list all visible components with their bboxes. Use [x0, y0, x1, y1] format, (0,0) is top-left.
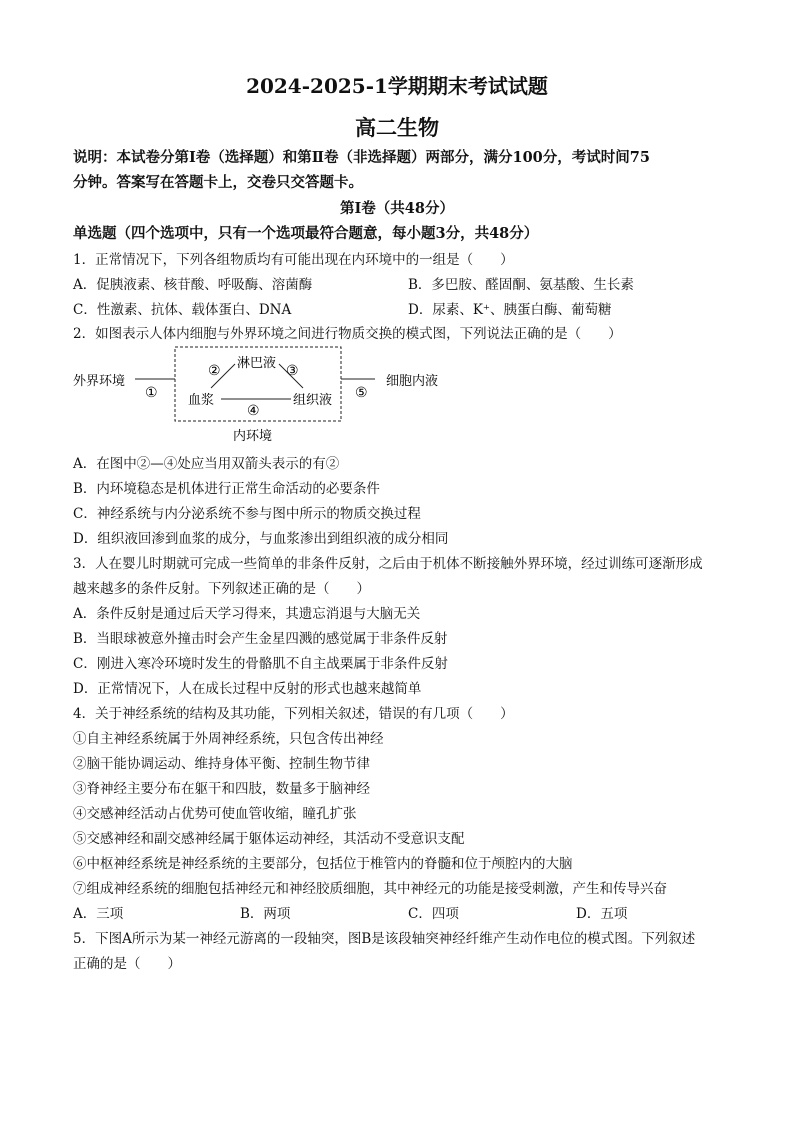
- q4-stem: 4．关于神经系统的结构及其功能，下列相关叙述，错误的有几项（ ）: [73, 706, 514, 722]
- exam-subject: 高二生物: [355, 115, 439, 140]
- q2-option-d: D．组织液回渗到血浆的成分，与血浆渗出到组织液的成分相同: [73, 531, 449, 547]
- q4-item: ②脑干能协调运动、维持身体平衡、控制生物节律: [73, 756, 370, 772]
- q1-option-c: C．性激素、抗体、载体蛋白、DNA: [73, 302, 292, 318]
- label-plasma: 血浆: [188, 393, 215, 408]
- q5-stem-line-2: 正确的是（ ）: [73, 956, 181, 972]
- marker-1: ①: [145, 385, 158, 401]
- q1-option-a: A．促胰液素、核苷酸、呼吸酶、溶菌酶: [73, 277, 313, 293]
- q1-stem: 1．正常情况下，下列各组物质均有可能出现在内环境中的一组是（ ）: [73, 252, 514, 268]
- label-intracellular: 细胞内液: [386, 374, 439, 389]
- q3-stem-line-2: 越来越多的条件反射。下列叙述正确的是（ ）: [73, 581, 370, 597]
- q4-option-c: C．四项: [408, 906, 459, 922]
- q4-item: ⑥中枢神经系统是神经系统的主要部分，包括位于椎管内的脊髓和位于颅腔内的大脑: [73, 856, 573, 872]
- q4-item: ⑦组成神经系统的细胞包括神经元和神经胶质细胞，其中神经元的功能是接受刺激，产生和传导兴奋: [73, 881, 667, 897]
- section-1-intro: 单选题（四个选项中，只有一个选项最符合题意，每小题3分，共48分）: [73, 225, 539, 242]
- q2-option-b: B．内环境稳态是机体进行正常生命活动的必要条件: [73, 481, 380, 497]
- instructions-line-2: 分钟。答案写在答题卡上，交卷只交答题卡。: [73, 174, 363, 191]
- marker-3: ③: [286, 363, 299, 379]
- label-lymph: 淋巴液: [237, 356, 277, 371]
- q4-item: ③脊神经主要分布在躯干和四肢，数量多于脑神经: [73, 781, 370, 797]
- q4-item: ④交感神经活动占优势可使血管收缩，瞳孔扩张: [73, 806, 357, 822]
- q2-stem: 2．如图表示人体内细胞与外界环境之间进行物质交换的模式图，下列说法正确的是（ ）: [73, 326, 622, 342]
- marker-2: ②: [208, 363, 221, 379]
- section-1-title: 第Ⅰ卷（共48分）: [340, 200, 454, 217]
- q2-option-c: C．神经系统与内分泌系统不参与图中所示的物质交换过程: [73, 506, 421, 522]
- q3-stem-line-1: 3．人在婴儿时期就可完成一些简单的非条件反射，之后由于机体不断接触外界环境，经过训练可逐渐形成: [73, 556, 703, 572]
- q4-item: ⑤交感神经和副交感神经属于躯体运动神经，其活动不受意识支配: [73, 831, 465, 847]
- q4-option-d: D．五项: [576, 906, 628, 922]
- q4-item: ①自主神经系统属于外周神经系统，只包含传出神经: [73, 731, 384, 747]
- exam-title: 2024-2025-1学期期末考试试题: [246, 74, 548, 98]
- q1-option-b: B．多巴胺、醛固酮、氨基酸、生长素: [408, 277, 634, 293]
- q4-option-b: B．两项: [240, 906, 291, 922]
- marker-4: ④: [247, 403, 260, 419]
- instructions-line-1: 说明：本试卷分第Ⅰ卷（选择题）和第Ⅱ卷（非选择题）两部分，满分100分，考试时间75: [73, 149, 650, 166]
- q3-option-c: C．刚进入寒冷环境时发生的骨骼肌不自主战栗属于非条件反射: [73, 656, 448, 672]
- q4-option-a: A．三项: [73, 906, 124, 922]
- label-internal-env: 内环境: [233, 429, 273, 444]
- label-external: 外界环境: [73, 374, 126, 389]
- internal-environment-diagram: [73, 342, 473, 450]
- q2-option-a: A．在图中②—④处应当用双箭头表示的有②: [73, 456, 340, 472]
- q3-option-a: A．条件反射是通过后天学习得来，其遗忘消退与大脑无关: [73, 606, 421, 622]
- label-tissue-fluid: 组织液: [293, 393, 333, 408]
- marker-5: ⑤: [355, 385, 368, 401]
- q5-stem-line-1: 5．下图A所示为某一神经元游离的一段轴突，图B是该段轴突神经纤维产生动作电位的模式图。下列叙述: [73, 931, 696, 947]
- q3-option-d: D．正常情况下，人在成长过程中反射的形式也越来越简单: [73, 681, 422, 697]
- q3-option-b: B．当眼球被意外撞击时会产生金星四溅的感觉属于非条件反射: [73, 631, 448, 647]
- q1-option-d: D．尿素、K⁺、胰蛋白酶、葡萄糖: [408, 302, 612, 318]
